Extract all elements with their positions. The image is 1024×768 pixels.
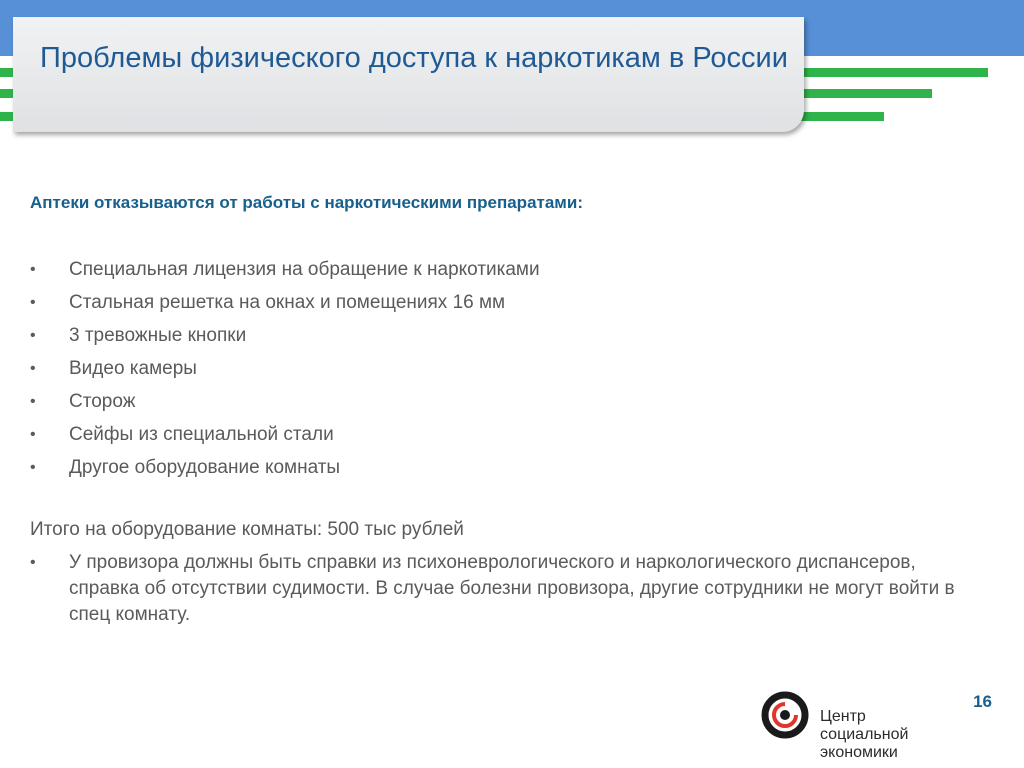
concentric-circle-logo-icon: [760, 690, 810, 740]
bullet-icon: •: [30, 459, 36, 476]
list-item-text: Другое оборудование комнаты: [69, 457, 341, 478]
list-item: [30, 550, 980, 628]
bullet-icon: •: [30, 327, 36, 344]
requirements-list: [30, 256, 970, 487]
bullet-icon: •: [30, 393, 36, 410]
bullet-icon: •: [30, 426, 36, 443]
list-item: [30, 421, 970, 454]
list-item-text: У провизора должны быть справки из психоневрологического и наркологического диспансеров, справка об отсутствии судимости. В случае болезни провизора, другие сотрудники не могут войти в спец комнату.: [69, 552, 955, 625]
list-item-text: Сейфы из специальной стали: [69, 424, 334, 445]
list-item-text: Сторож: [69, 391, 136, 412]
list-item: [30, 388, 970, 421]
list-item: [30, 322, 970, 355]
list-item: [30, 454, 970, 487]
list-item-text: Специальная лицензия на обращение к наркотиками: [69, 259, 540, 280]
slide-title: Проблемы физического доступа к наркотикам в России: [40, 42, 788, 74]
list-item-text: 3 тревожные кнопки: [69, 325, 247, 346]
organization-logo: [760, 690, 960, 760]
page-number: 16: [973, 692, 992, 711]
bullet-icon: •: [30, 294, 36, 311]
logo-line: экономики: [820, 744, 898, 761]
list-item: [30, 256, 970, 289]
total-cost-text: Итого на оборудование комнаты: 500 тыс рублей: [30, 519, 464, 540]
list-item: [30, 355, 970, 388]
list-item-text: Видео камеры: [69, 358, 197, 379]
list-item: [30, 289, 970, 322]
logo-line: Центр: [820, 708, 866, 725]
bullet-icon: •: [30, 554, 36, 571]
logo-line: социальной: [820, 726, 909, 743]
bullet-icon: •: [30, 261, 36, 278]
logo-text: [820, 708, 908, 762]
bullet-icon: •: [30, 360, 36, 377]
list-item-text: Стальная решетка на окнах и помещениях 16 мм: [69, 292, 506, 313]
pharmacist-note-list: [30, 550, 980, 628]
section-subheading: Аптеки отказываются от работы с наркотическими препаратами:: [30, 193, 583, 212]
